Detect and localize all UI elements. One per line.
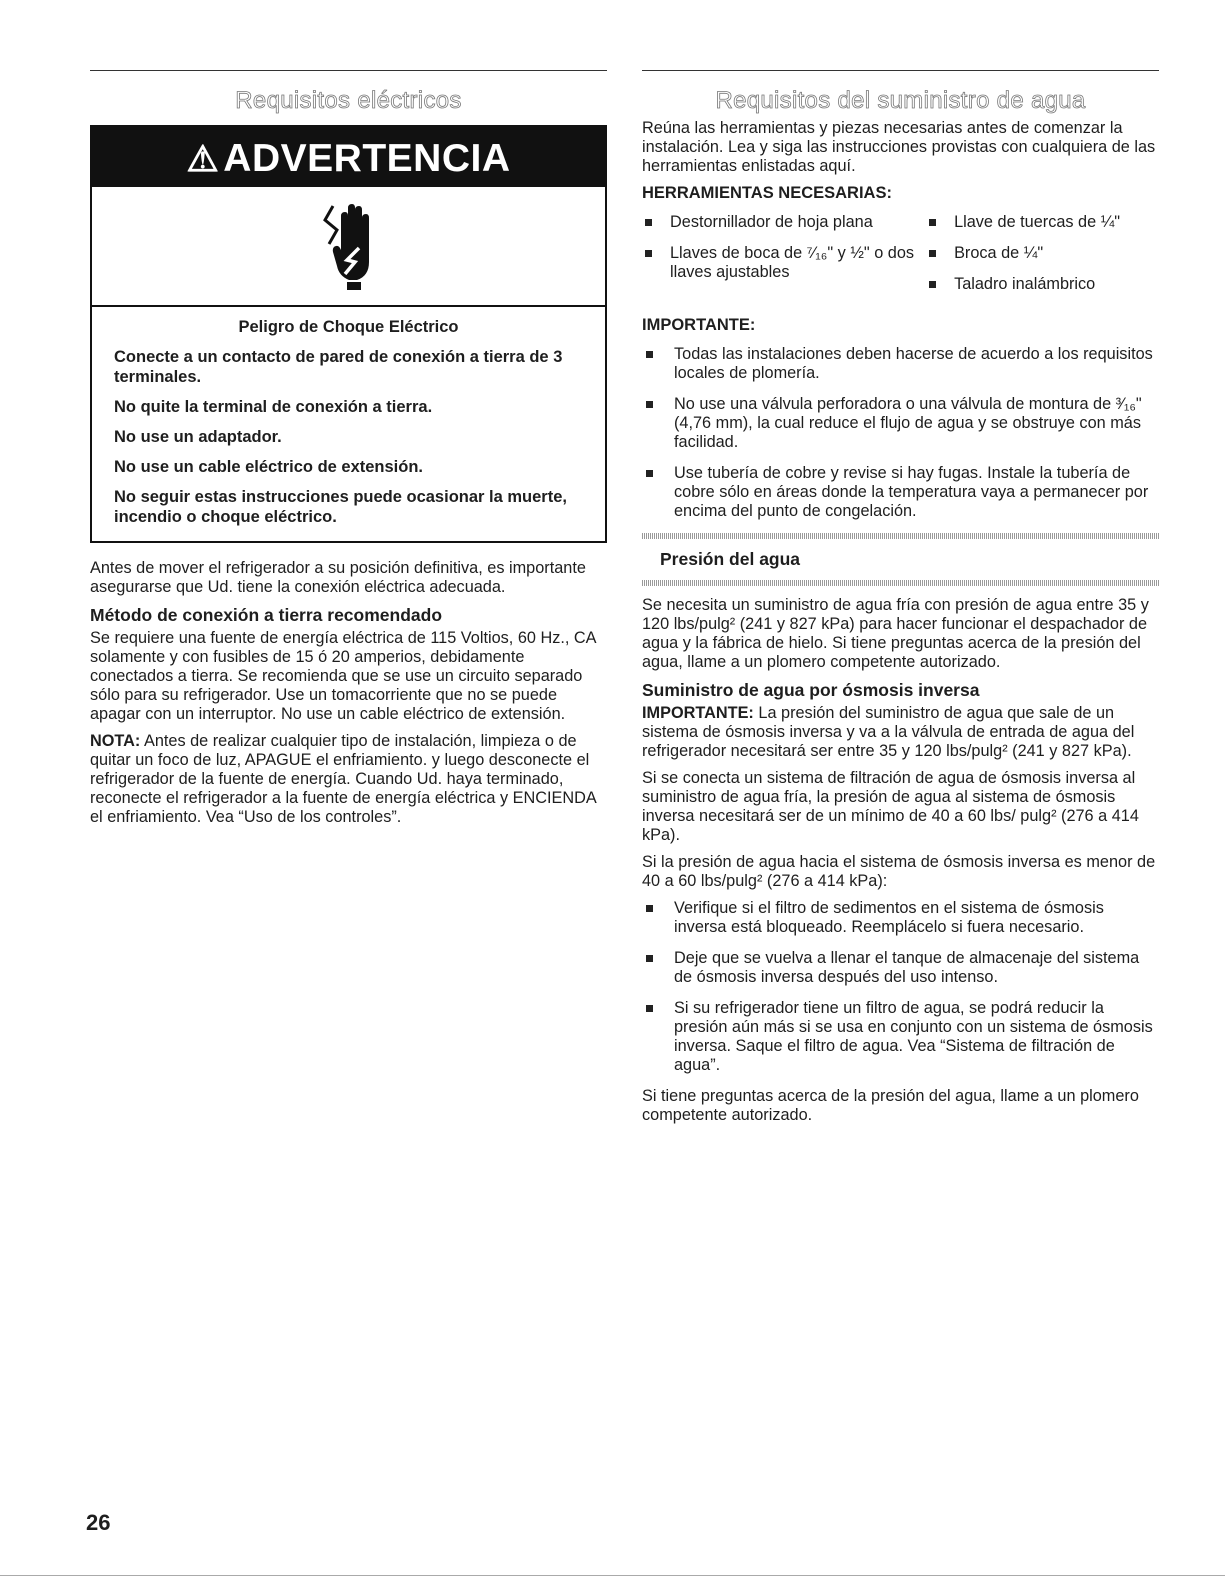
warning-header <box>92 127 605 187</box>
closing-paragraph: Si tiene preguntas acerca de la presión del agua, llame a un plomero competente autorizado. <box>642 1087 1139 1124</box>
ro-paragraph-2: Si se conecta un sistema de filtración de agua de ósmosis inversa al suministro de agua fría, la presión de agua al sistema de ósmosis inversa necesitará ser de un mínimo de 40 a 60 lbs/ pulg² (276 a 414 kPa). <box>642 769 1139 844</box>
tools-column-2 <box>926 213 1159 306</box>
list-item: No use una válvula perforadora o una válvula de montura de ³⁄₁₆" (4,76 mm), la cual reduce el flujo de agua y se obstruye con más facilidad. <box>642 395 1159 452</box>
top-rule-right <box>642 70 1159 71</box>
note-paragraph <box>90 732 607 827</box>
list-item: Todas las instalaciones deben hacerse de acuerdo a los requisitos locales de plomería. <box>642 345 1159 383</box>
ro-important-paragraph <box>642 704 1159 761</box>
important-title: IMPORTANTE: <box>642 316 756 334</box>
right-column <box>642 70 1159 1133</box>
ro-important-label: IMPORTANTE: <box>642 704 754 722</box>
grounding-method-text: Se requiere una fuente de energía eléctrica de 115 Voltios, 60 Hz., CA solamente y con fusibles de 15 ó 20 amperios, debidamente conectados a tierra. Se recomienda que se use un circuito separado sólo para su refrigerador. Use un tomacorriente que no se puede apagar con un interruptor. No use un cable eléctrico de extensión. <box>90 629 596 723</box>
warning-body <box>92 307 605 541</box>
note-text: Antes de realizar cualquier tipo de instalación, limpieza o de quitar un foco de luz, APAGUE el enfriamiento. y luego desconecte el refrigerador de la fuente de energía. Cuando Ud. haya terminado, reconecte el refrigerador a la fuente de energía eléctrica y ENCIENDA el enfriamiento. Vea “Uso de los controles”. <box>90 732 596 826</box>
section-title-water: Requisitos del suministro de agua <box>715 87 1086 114</box>
warning-box <box>90 125 607 543</box>
grounding-method-title: Método de conexión a tierra recomendado <box>90 605 443 625</box>
warning-line: Conecte a un contacto de pared de conexión a tierra de 3 terminales. <box>114 348 563 386</box>
water-intro: Reúna las herramientas y piezas necesarias antes de comenzar la instalación. Lea y siga las instrucciones provistas con cualquiera de las herramientas enlistadas aquí. <box>642 119 1156 175</box>
list-item: Llave de tuercas de ¼" <box>926 213 1159 232</box>
list-item: Deje que se vuelva a llenar el tanque de almacenaje del sistema de ósmosis inversa después del uso intenso. <box>642 949 1159 987</box>
warning-triangle-icon: ⚠ <box>186 138 220 179</box>
bottom-rule <box>0 1575 1225 1576</box>
shaded-divider-bottom <box>642 580 1159 586</box>
important-list <box>642 345 1159 521</box>
note-label: NOTA: <box>90 732 141 750</box>
water-pressure-title: Presión del agua <box>660 549 801 569</box>
warning-line: No use un cable eléctrico de extensión. <box>114 458 424 476</box>
warning-line: No seguir estas instrucciones puede ocasionar la muerte, incendio o choque eléctrico. <box>114 488 567 526</box>
ro-important-text: La presión del suministro de agua que sale de un sistema de ósmosis inversa y va a la válvula de entrada de agua del refrigerador necesitará ser entre 35 y 120 lbs/pulg² (241 y 827 kPa). <box>642 704 1135 760</box>
list-item: Llaves de boca de ⁷⁄₁₆" y ½" o dos llaves ajustables <box>642 244 926 282</box>
left-column <box>90 70 607 835</box>
warning-line: No quite la terminal de conexión a tierra. <box>114 398 433 416</box>
tools-list <box>642 213 1159 306</box>
page-number: 26 <box>86 1510 111 1535</box>
list-item: Destornillador de hoja plana <box>642 213 926 232</box>
list-item: Verifique si el filtro de sedimentos en el sistema de ósmosis inversa está bloqueado. Reemplácelo si fuera necesario. <box>642 899 1159 937</box>
warning-icon-area <box>92 187 605 307</box>
warning-header-text: ADVERTENCIA <box>223 137 511 180</box>
warning-line: No use un adaptador. <box>114 428 282 446</box>
list-item: Taladro inalámbrico <box>926 275 1159 294</box>
electric-shock-hand-icon <box>319 200 379 292</box>
top-rule-left <box>90 70 607 71</box>
shaded-divider-top <box>642 533 1159 539</box>
list-item: Use tubería de cobre y revise si hay fugas. Instale la tubería de cobre sólo en áreas donde la temperatura vaya a permanecer por encima del punto de congelación. <box>642 464 1159 521</box>
tools-column-1 <box>642 213 926 306</box>
section-title-electrical: Requisitos eléctricos <box>235 87 462 114</box>
tools-title: HERRAMIENTAS NECESARIAS: <box>642 184 892 202</box>
warning-line: Peligro de Choque Eléctrico <box>238 318 459 336</box>
list-item: Si su refrigerador tiene un filtro de agua, se podrá reducir la presión aún más si se usa en conjunto con un sistema de ósmosis inversa. Saque el filtro de agua. Vea “Sistema de filtración de agua”. <box>642 999 1159 1075</box>
list-item: Broca de ¼" <box>926 244 1159 263</box>
water-pressure-text: Se necesita un suministro de agua fría con presión de agua entre 35 y 120 lbs/pulg² (241 y 827 kPa) para hacer funcionar el despachador de agua y la fábrica de hielo. Si tiene preguntas acerca de la presión del agua, llame a un plomero competente autorizado. <box>642 596 1149 671</box>
reverse-osmosis-title: Suministro de agua por ósmosis inversa <box>642 680 980 700</box>
electrical-intro: Antes de mover el refrigerador a su posición definitiva, es importante asegurarse que Ud. tiene la conexión eléctrica adecuada. <box>90 559 586 596</box>
ro-list <box>642 899 1159 1075</box>
ro-paragraph-3: Si la presión de agua hacia el sistema de ósmosis inversa es menor de 40 a 60 lbs/pulg² (276 a 414 kPa): <box>642 853 1156 890</box>
